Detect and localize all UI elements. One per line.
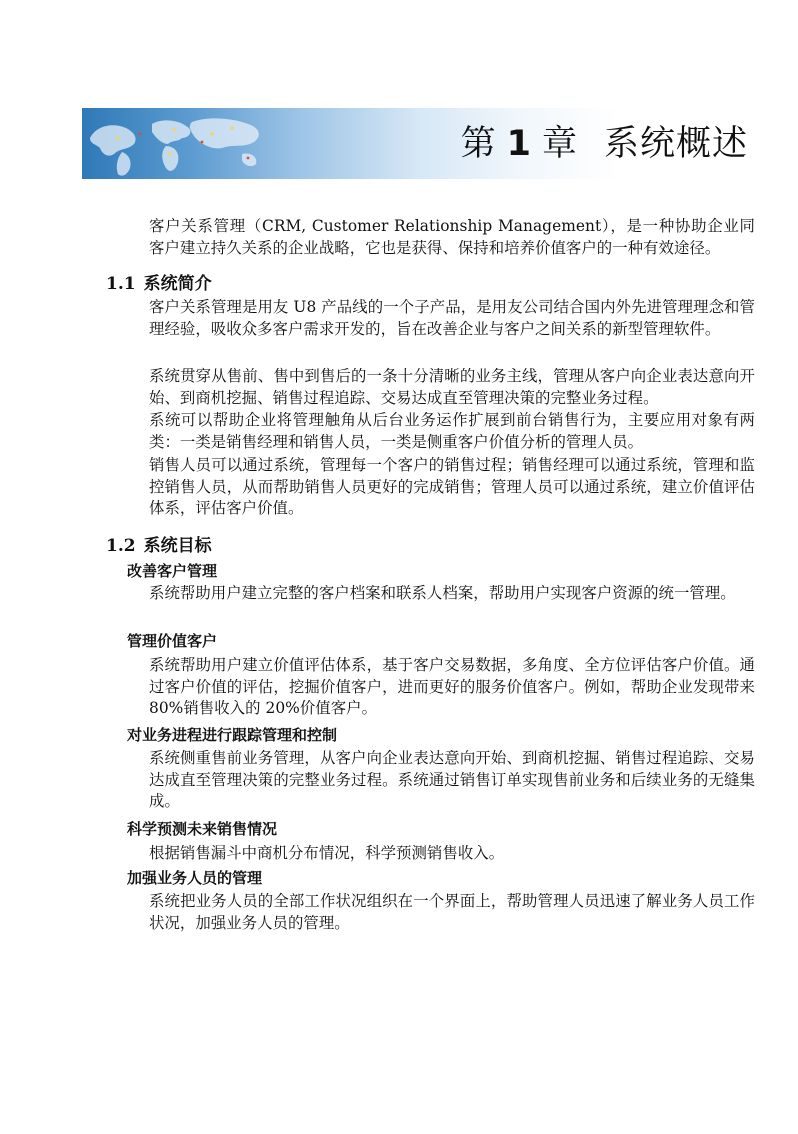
goal-heading: 管理价值客户 bbox=[127, 632, 218, 650]
goal-paragraph: 根据销售漏斗中商机分布情况，科学预测销售收入。 bbox=[149, 844, 505, 862]
section-paragraph: 系统贯穿从售前、售中到售后的一条十分清晰的业务主线，管理从客户向企业表达意向开始、到商机挖掘、销售过程追踪、交易达成直至管理决策的完整业务过程。 bbox=[149, 367, 755, 407]
section-paragraph: 系统可以帮助企业将管理触角从后台业务运作扩展到前台销售行为，主要应用对象有两类：一类是销售经理和销售人员，一类是侧重客户价值分析的管理人员。 bbox=[149, 411, 755, 451]
goal-paragraph: 系统侧重售前业务管理，从客户向企业表达意向开始、到商机挖掘、销售过程追踪、交易达成直至管理决策的完整业务过程。系统通过销售订单实现售前业务和后续业务的无缝集成。 bbox=[149, 749, 755, 810]
section-paragraph: 客户关系管理是用友 U8 产品线的一个子产品，是用友公司结合国内外先进管理理念和管理经验，吸收众多客户需求开发的，旨在改善企业与客户之间关系的新型管理软件。 bbox=[149, 298, 755, 338]
section-number: 1.1 bbox=[106, 274, 136, 294]
goal-paragraph: 系统帮助用户建立价值评估体系，基于客户交易数据，多角度、全方位评估客户价值。通过客户价值的评估，挖掘价值客户，进而更好的服务价值客户。例如，帮助企业发现带来 80%销售收入的 20%价值客户。 bbox=[149, 656, 755, 717]
world-map-icon bbox=[82, 108, 332, 179]
chapter-number: 1 bbox=[506, 124, 532, 164]
section-paragraph: 销售人员可以通过系统，管理每一个客户的销售过程；销售经理可以通过系统，管理和监控销售人员，从而帮助销售人员更好的完成销售；管理人员可以通过系统，建立价值评估体系，评估客户价值。 bbox=[149, 456, 755, 517]
section-title: 系统简介 bbox=[143, 274, 212, 294]
section-number: 1.2 bbox=[106, 536, 136, 556]
intro-paragraph: 客户关系管理（CRM, Customer Relationship Management），是一种协助企业同客户建立持久关系的企业战略，它也是获得、保持和培养价值客户的一种有效途径。 bbox=[149, 217, 755, 257]
goal-heading: 改善客户管理 bbox=[127, 562, 218, 580]
section-heading-1-1 bbox=[106, 269, 212, 294]
section-title: 系统目标 bbox=[143, 536, 212, 556]
goal-heading: 科学预测未来销售情况 bbox=[127, 820, 278, 838]
goal-paragraph: 系统帮助用户建立完整的客户档案和联系人档案，帮助用户实现客户资源的统一管理。 bbox=[149, 584, 736, 602]
chapter-suffix: 章 bbox=[541, 124, 578, 164]
chapter-name: 系统概述 bbox=[603, 124, 748, 164]
goal-heading: 加强业务人员的管理 bbox=[127, 869, 263, 887]
chapter-banner bbox=[82, 108, 752, 179]
chapter-title bbox=[461, 122, 748, 166]
goal-heading: 对业务进程进行跟踪管理和控制 bbox=[127, 726, 338, 744]
goal-paragraph: 系统把业务人员的全部工作状况组织在一个界面上，帮助管理人员迅速了解业务人员工作状况，加强业务人员的管理。 bbox=[149, 892, 755, 932]
chapter-prefix: 第 bbox=[460, 124, 497, 164]
section-heading-1-2 bbox=[106, 531, 212, 556]
